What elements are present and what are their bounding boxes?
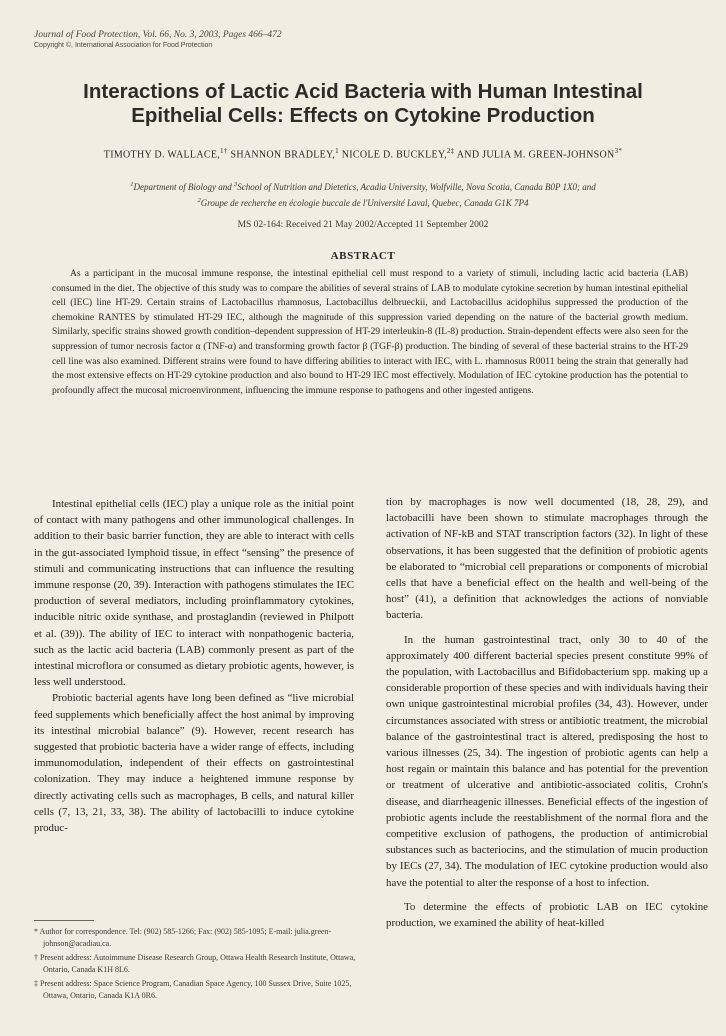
footnote-divider — [34, 920, 94, 921]
body-paragraph: Probiotic bacterial agents have long been defined as “live microbial feed supplements which beneficially affect the host animal by improving its intestinal microbial balance” (9). However, recent research has suggested that probiotic bacteria have a wider range of effects, including immunomodulation, independent of their effects on gastrointestinal colonization. They may induce a heightened immune response by directly activating cells such as macrophages, B cells, and natural killer cells (7, 13, 21, 33, 38). The ability of lactobacilli to induce cytokine produc- — [34, 692, 354, 835]
affiliation-mark: 1 — [130, 181, 134, 188]
affiliation-mark: 2 — [197, 197, 201, 204]
author-marks: 3* — [614, 147, 623, 155]
author-list — [20, 147, 706, 160]
affiliations — [40, 178, 686, 210]
author-marks: 1† — [220, 147, 228, 155]
manuscript-dates: MS 02-164: Received 21 May 2002/Accepted 11 September 2002 — [237, 220, 489, 230]
affiliation-text: Department of Biology and — [133, 182, 234, 192]
body-paragraph: To determine the effects of probiotic LAB on IEC cytokine production, we examined the ability of heat-killed — [386, 900, 708, 930]
copyright-notice: Copyright ©, International Association for Food Protection — [34, 42, 213, 49]
affiliation-text: School of Nutrition and Dietetics, Acadia University, Wolfville, Nova Scotia, Canada B0P 1X0; and — [237, 182, 596, 192]
title-line-2: Epithelial Cells: Effects on Cytokine Production — [131, 104, 595, 127]
title-line-1: Interactions of Lactic Acid Bacteria with Human Intestinal — [83, 80, 643, 103]
footnote-present-address: † Present address: Autoimmune Disease Research Group, Ottawa Health Research Institute, Ottawa, Ontario, Canada K1H 8L6. — [34, 953, 356, 974]
body-paragraph: In the human gastrointestinal tract, only 30 to 40 of the approximately 400 different bacterial species present constitute 99% of the population, with Lactobacillus and Bifidobacterium spp. making up a considerable proportion of these species and with individuals having their own unique gastrointestinal microbial profiles (34, 43). However, under circumstances associated with stress or antibiotic treatment, the microbial balance of the gastrointestinal tract is altered, predisposing the host to various illnesses (25, 34). The ingestion of probiotic agents can help a host regain or maintain this balance and has potential for the prevention or treatment of ulcerative and antibiotic-associated colitis, Crohn's disease, and diarrheagenic illnesses. Beneficial effects of the ingestion of probiotic agents include the reestablishment of the normal flora and the competitive exclusion of pathogens, the production of antimicrobial substances such as bacteriocins, and the stimulation of mucin production by IECs (27, 34). The modulation of IEC cytokine production would also have the potential to alter the response of a host to infection. — [386, 633, 708, 889]
footnotes — [34, 926, 360, 1005]
body-paragraph: Intestinal epithelial cells (IEC) play a unique role as the initial point of contact with many pathogens and other immunological challenges. In addition to their basic barrier function, they are able to interact with cells in the gut-associated lymphoid tissue, in effect “sensing” the presence of stimuli and communicating instructions that can influence the resulting immune response (20, 39). Interaction with pathogens stimulates the IEC production of several mediators, including proinflammatory cytokines, inducible nitric oxide synthase, and prostaglandin (reviewed in Philpott et al. (39)). The ability of IEC to interact with nonpathogenic bacteria, such as the lactic acid bacteria (LAB) commonly present as part of the intestinal microflora or consumed as dietary probiotic agents, however, is less well understood. — [34, 498, 354, 689]
affiliation-mark: 3 — [233, 181, 238, 188]
abstract-heading: ABSTRACT — [330, 250, 396, 262]
author-marks: 1 — [335, 147, 339, 155]
body-column-left — [34, 496, 354, 836]
body-paragraph: tion by macrophages is now well documented (18, 28, 29), and lactobacilli have been shown to stimulate macrophages through the activation of NF-kB and STAT transcription factors (32). In light of these observations, it has been suggested that the definition of probiotic agents be elaborated to “microbial cell preparations or components of microbial cells that have a beneficial effect on the health and well-being of the host” (41), a definition that acknowledges the actions of nonviable bacteria. — [386, 496, 708, 622]
affiliation-line-2 — [40, 194, 686, 210]
footnote-present-address: ‡ Present address: Space Science Program, Canadian Space Agency, 100 Sussex Drive, Suite 1025, Ottawa, Ontario, Canada K1A 0R6. — [34, 979, 352, 1000]
affiliation-text: Groupe de recherche en écologie buccale de l'Université Laval, Quebec, Canada G1K 7P4 — [200, 198, 529, 208]
author-marks: 2‡ — [446, 147, 455, 155]
affiliation-line-1 — [40, 178, 686, 194]
author-name: NICOLE D. BUCKLEY, — [338, 149, 447, 161]
abstract-text: As a participant in the mucosal immune response, the intestinal epithelial cell must respond to a variety of stimuli, including lactic acid bacteria (LAB) consumed in the diet. The objective of this study was to compare the abilities of several strains of LAB to modulate cytokine secretion by human intestinal epithelial cell (IEC) line HT-29. Certain strains of Lactobacillus rhamnosus, Lactobacillus delbrueckii, and Lactobacillus acidophilus suppressed the production of the chemokine RANTES by stimulated HT-29 IEC, although the magnitude of this suppression varied depending on the nature of the bacterial growth medium. Similarly, specific strains showed growth condition–dependent suppression of HT-29 interleukin-8 (IL-8) production. Strain-dependent effects were also seen for the suppression of tumor necrosis factor α (TNF-α) and transforming growth factor β (TGF-β) production. The binding of several of these bacterial strains to the HT-29 cell line was also examined. Different strains were found to have differing abilities to interact with IEC, with L. rhamnosus R0011 being the strain that generally had the most extensive effects on HT-29 cytokine production and also bound to HT-29 IEC most effectively. Modulation of IEC cytokine production has the potential to profoundly affect the mucosal microenvironment, influencing the immune response to pathogens and other ingested antigens. — [52, 268, 688, 396]
author-name: AND JULIA M. GREEN-JOHNSON — [454, 149, 615, 161]
author-name: TIMOTHY D. WALLACE, — [103, 149, 221, 161]
journal-citation: Journal of Food Protection, Vol. 66, No. 3, 2003, Pages 466–472 — [34, 30, 282, 40]
article-title — [20, 80, 706, 128]
footnote-correspondence: * Author for correspondence. Tel: (902) 585-1266; Fax: (902) 585-1095; E-mail: julia.green-johnson@acadiau.ca. — [34, 927, 332, 948]
body-column-right — [386, 494, 708, 931]
author-name: SHANNON BRADLEY, — [227, 149, 336, 161]
